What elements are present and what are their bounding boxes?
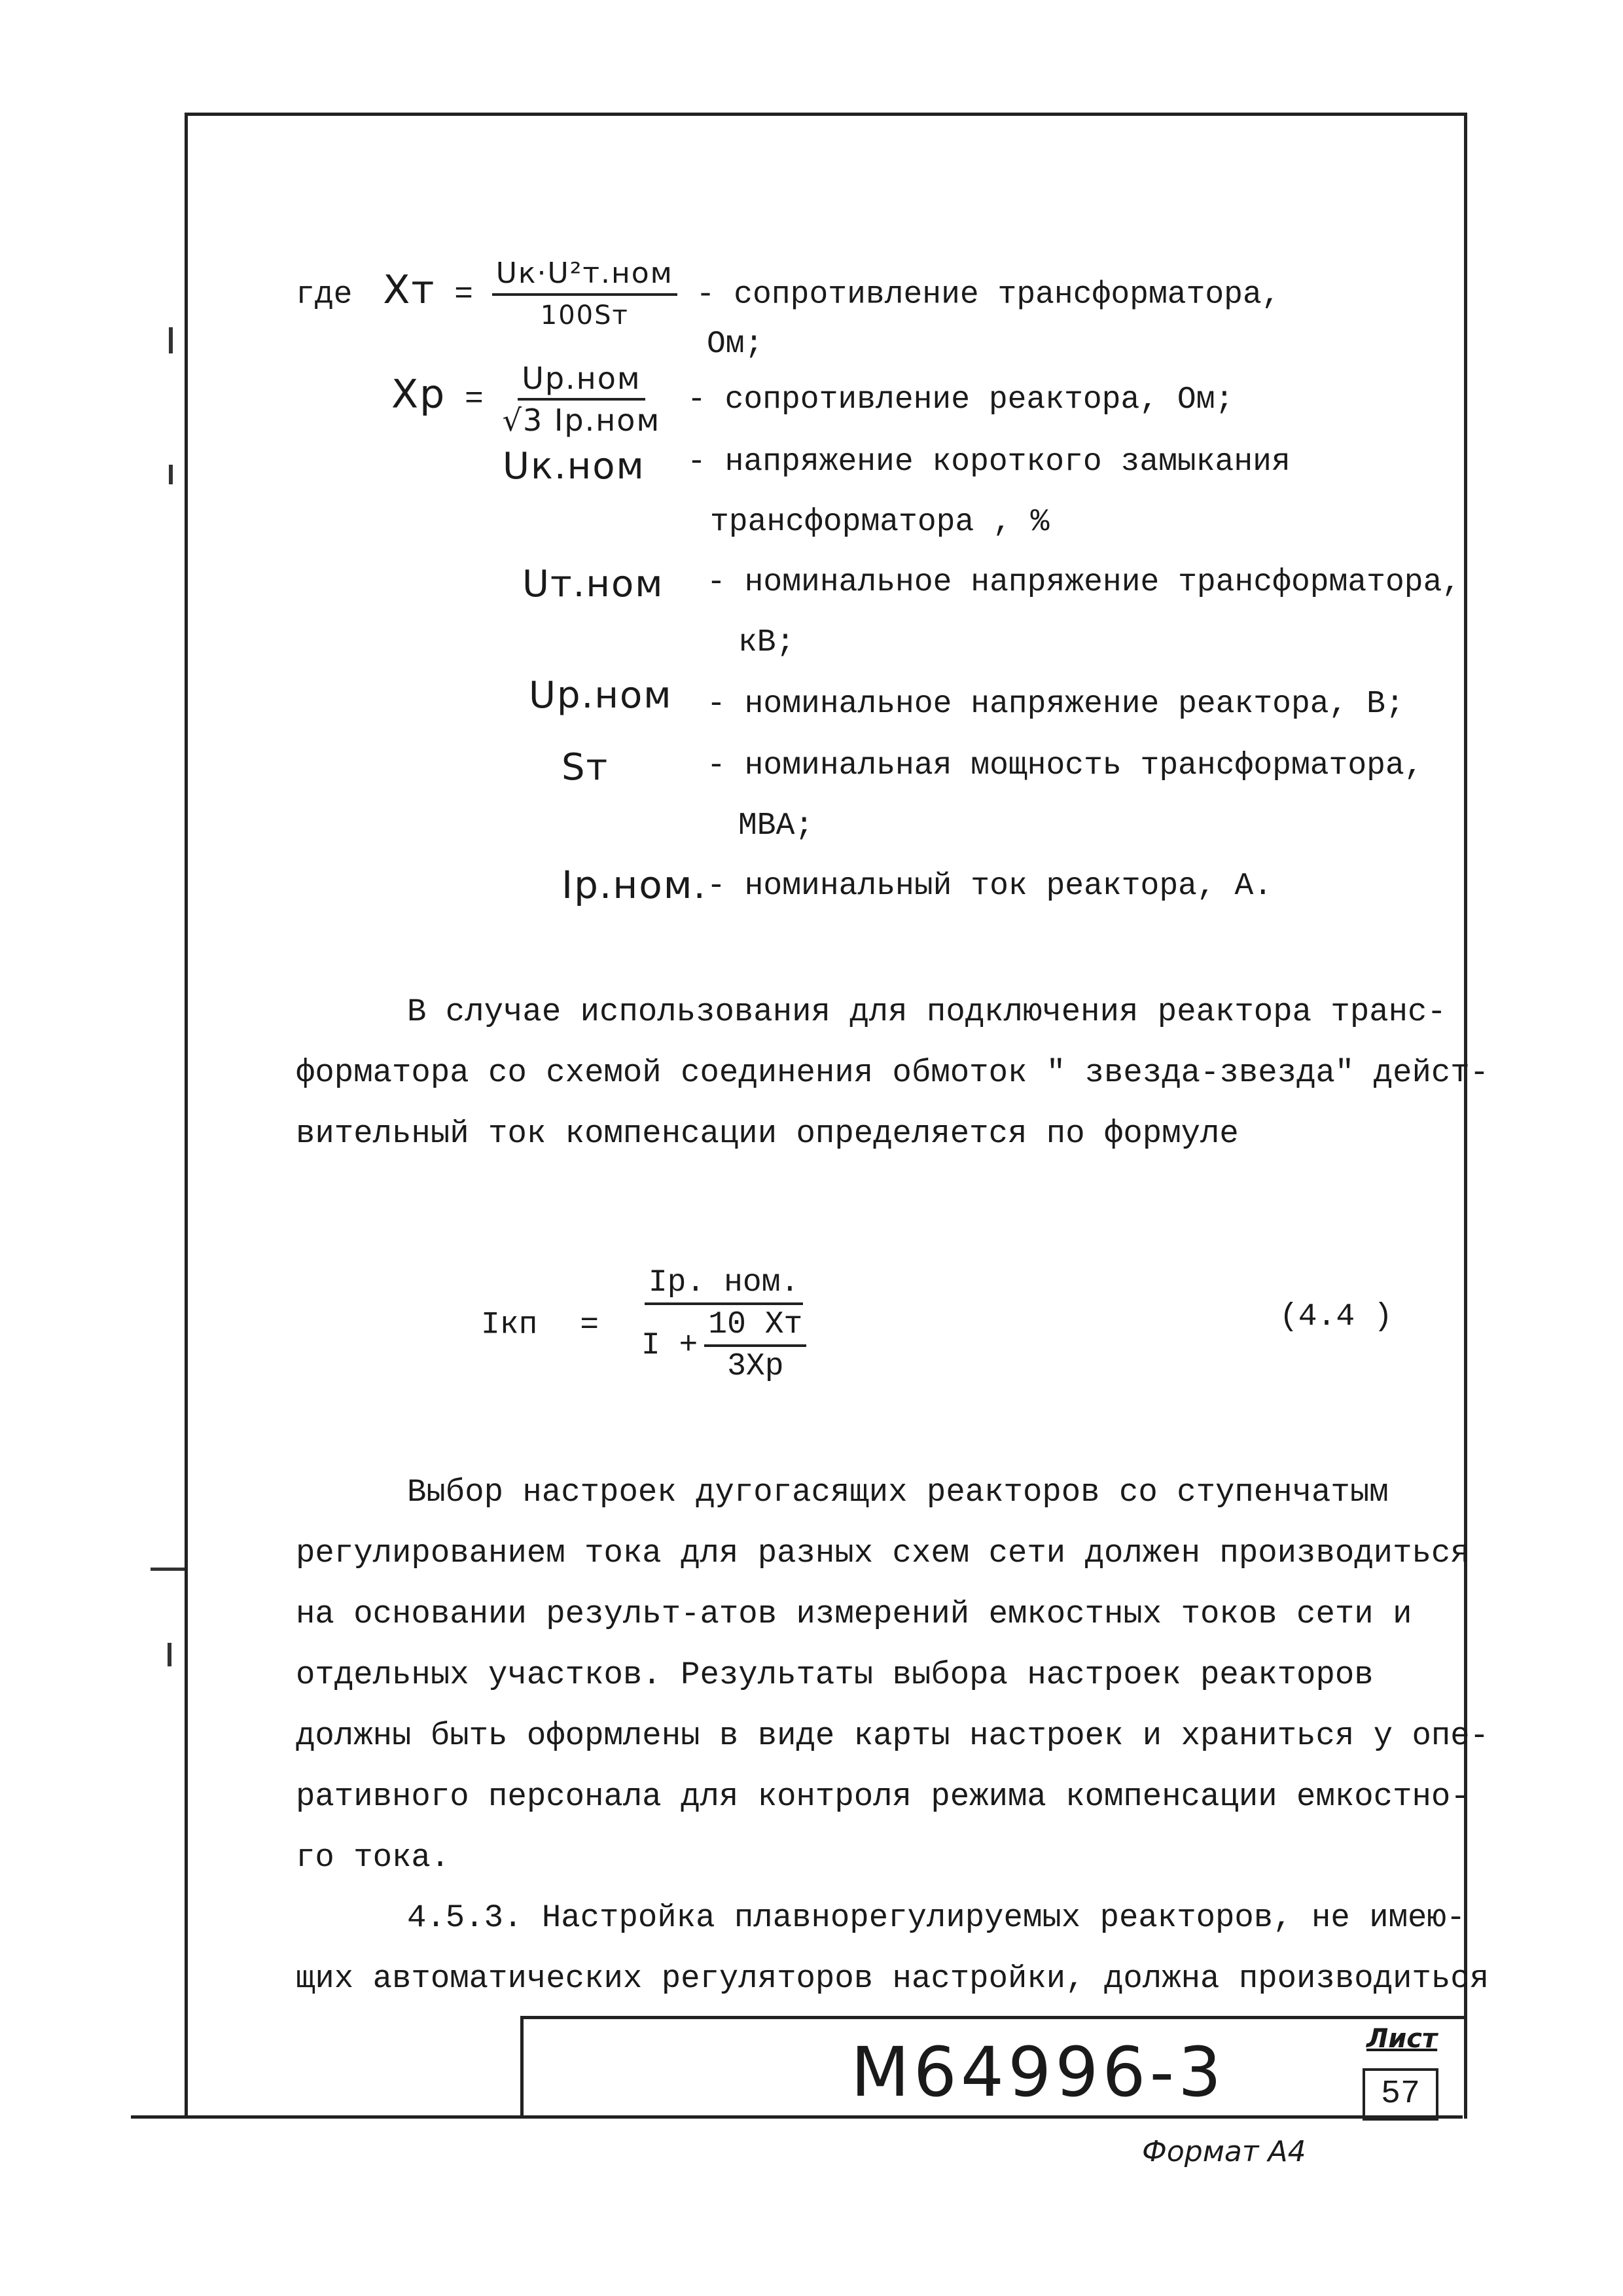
definition-text: - номинальная мощность трансформатора, [707,748,1423,783]
definition-continuation: трансформатора , % [710,505,1050,540]
paragraph-compensation-current [296,982,1489,1164]
xt-unit: Ом; [707,327,764,362]
formula-4-4 [481,1263,806,1386]
xt-description: - сопротивление трансформатора, [696,277,1281,313]
paragraph-line: должны быть оформлены в виде карты настроек и храниться у опе- [296,1717,1489,1754]
xt-formula-line [296,254,1281,335]
definition-text: - номинальное напряжение трансформатора, [707,565,1461,600]
equals-sign: = [465,382,484,418]
paragraph-line: 4.5.3. Настройка плавнорегулируемых реакторов, не имею- [407,1899,1466,1936]
xp-description: - сопротивление реактора, Ом; [687,382,1234,418]
formula-inner-numerator: 10 Xт [704,1305,806,1347]
margin-tick [151,1568,185,1571]
formula-number: (4.4 ) [1279,1299,1393,1335]
formula-inner-denominator: 3Xр [727,1349,784,1384]
paragraph-line: го тока. [296,1839,450,1876]
formula-main-fraction [641,1263,806,1386]
definition-symbol: Uк.ном [503,445,645,488]
formula-lhs: Iкп [481,1307,538,1343]
xt-symbol: Xт [383,266,436,313]
formula-den-left: I + [641,1328,698,1363]
margin-tick [168,1643,171,1666]
xt-fraction [492,254,677,335]
formula-equals: = [580,1307,599,1343]
paragraph-4-5-3 [296,1888,1489,2009]
definition-symbol: Iр.ном. [562,863,707,907]
xt-numerator: Uк·U²т.ном [492,254,677,296]
bottom-rule [131,2115,1463,2119]
page-format: Формат А4 [1142,2135,1306,2168]
xp-numerator: Uр.ном [518,359,645,401]
xp-denominator: √3 Iр.ном [502,403,661,438]
paragraph-line: ративного персонала для контроля режима компенсации емкостно- [296,1778,1470,1815]
definition-continuation: МВА; [738,808,814,844]
definition-symbol: Uт.ном [522,563,664,605]
formula-inner-fraction [704,1305,806,1386]
xp-formula-line [391,359,1234,440]
paragraph-line: щих автоматических регуляторов настройки, должна производиться [296,1960,1489,1997]
title-block [520,2016,1466,2117]
definition-text: - напряжение короткого замыкания [687,444,1291,480]
definition-symbol: Sт [562,746,609,789]
document-code: М64996-3 [851,2032,1226,2112]
xt-denominator: 100Sт [540,300,629,331]
paragraph-line: регулированием тока для разных схем сети должен производиться [296,1535,1470,1571]
sheet-number: 57 [1363,2068,1438,2121]
definition-symbol: Uр.ном [529,674,673,717]
definition-text: - номинальное напряжение реактора, В; [707,687,1404,722]
paragraph-line: на основании результ-атов измерений емкостных токов сети и [296,1596,1412,1632]
formula-numerator: Iр. ном. [645,1263,803,1305]
paragraph-settings-selection [296,1462,1489,1888]
paragraph-line: Выбор настроек дугогасящих реакторов со ступенчатым [407,1474,1389,1511]
paragraph-line: вительный ток компенсации определяется по формуле [296,1115,1239,1152]
definition-continuation: кВ; [738,625,795,660]
margin-tick [169,465,173,484]
xp-fraction [503,359,661,440]
equals-sign: = [454,277,492,313]
xp-symbol: Xр [391,371,446,418]
formula-denominator [641,1305,806,1386]
paragraph-line: В случае использования для подключения реактора транс- [407,994,1446,1030]
where-word: где [296,277,353,313]
margin-tick [169,327,173,353]
paragraph-line: отдельных участков. Результаты выбора настроек реакторов [296,1657,1374,1693]
paragraph-line: форматора со схемой соединения обмоток " звезда-звезда" дейст- [296,1054,1489,1091]
sheet-label: Лист [1366,2024,1438,2054]
definition-text: - номинальный ток реактора, А. [707,869,1273,904]
